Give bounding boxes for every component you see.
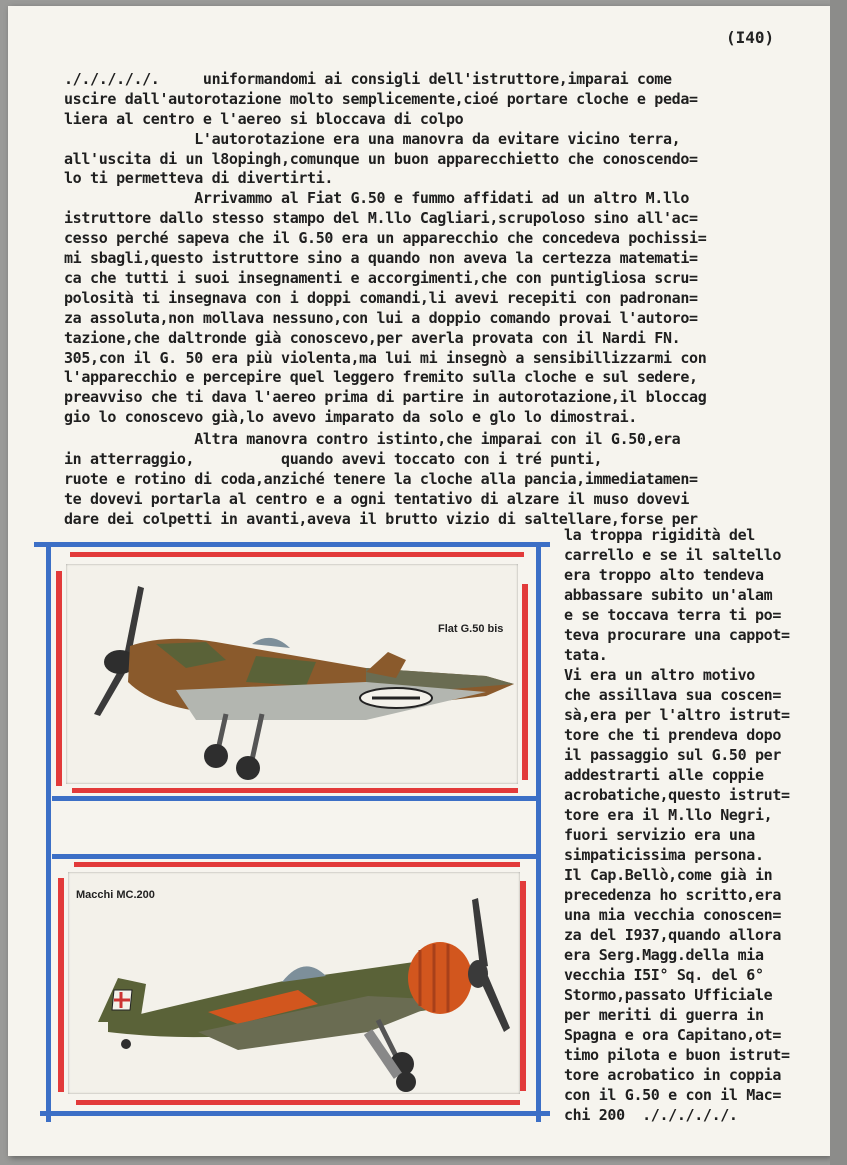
document-page bbox=[8, 6, 830, 1156]
frame-line-red bbox=[74, 862, 520, 867]
frame-line-blue bbox=[52, 796, 540, 801]
frame-line-blue bbox=[46, 542, 51, 1122]
frame-line-red bbox=[70, 552, 524, 557]
text-line: dare dei colpetti in avanti,aveva il brutto vizio di saltellare,forse per bbox=[64, 510, 698, 528]
text-line: Altra manovra contro istinto,che imparai con il G.50,era bbox=[64, 430, 681, 448]
text-line: una mia vecchia conoscen= bbox=[564, 906, 782, 924]
text-line: il passaggio sul G.50 per bbox=[564, 746, 782, 764]
frame-line-blue bbox=[34, 542, 550, 547]
text-line: polosità ti insegnava con i doppi comandi,li avevi recepiti con padronan= bbox=[64, 289, 698, 307]
text-line: liera al centro e l'aereo si bloccava di colpo bbox=[64, 110, 464, 128]
text-line: ./././././. uniformandomi ai consigli dell'istruttore,imparai come bbox=[64, 70, 672, 88]
text-line: con il G.50 e con il Mac= bbox=[564, 1086, 782, 1104]
frame-line-blue bbox=[52, 854, 540, 859]
frame-line-red bbox=[522, 584, 528, 780]
scan-edge bbox=[830, 0, 847, 1165]
text-line: era troppo alto tendeva bbox=[564, 566, 764, 584]
text-line: 305,con il G. 50 era più violenta,ma lui mi insegnò a sensibillizzarmi con bbox=[64, 349, 707, 367]
text-line: tore acrobatico in coppia bbox=[564, 1066, 782, 1084]
text-line: abbassare subito un'alam bbox=[564, 586, 773, 604]
text-line: vecchia I5I° Sq. del 6° bbox=[564, 966, 764, 984]
text-line: che assillava sua coscen= bbox=[564, 686, 782, 704]
aircraft-label: Macchi MC.200 bbox=[76, 889, 155, 901]
text-line: in atterraggio, quando avevi toccato con i tré punti, bbox=[64, 450, 603, 468]
aircraft-card-macchi bbox=[68, 872, 520, 1094]
text-line: acrobatiche,questo istrut= bbox=[564, 786, 790, 804]
text-line: precedenza ho scritto,era bbox=[564, 886, 782, 904]
aircraft-card-fiat bbox=[66, 564, 518, 784]
text-line: Stormo,passato Ufficiale bbox=[564, 986, 773, 1004]
aircraft-label: Flat G.50 bis bbox=[438, 623, 504, 635]
text-line: fuori servizio era una bbox=[564, 826, 755, 844]
text-line: sà,era per l'altro istrut= bbox=[564, 706, 790, 724]
frame-line-red bbox=[56, 571, 62, 786]
text-line: istruttore dallo stesso stampo del M.llo Cagliari,scrupoloso sino all'ac= bbox=[64, 209, 698, 227]
text-line: ca che tutti i suoi insegnamenti e accorgimenti,che con puntigliosa scru= bbox=[64, 269, 698, 287]
text-line: te dovevi portarla al centro e a ogni tentativo di alzare il muso dovevi bbox=[64, 490, 690, 508]
text-line: per meriti di guerra in bbox=[564, 1006, 764, 1024]
text-line: chi 200 ./././././. bbox=[564, 1106, 738, 1124]
text-line: tore era il M.llo Negri, bbox=[564, 806, 773, 824]
text-line: preavviso che ti dava l'aereo prima di partire in autorotazione,il bloccag bbox=[64, 388, 707, 406]
text-line: tazione,che daltronde già conoscevo,per averla provata con il Nardi FN. bbox=[64, 329, 681, 347]
frame-line-red bbox=[76, 1100, 520, 1105]
text-line: teva procurare una cappot= bbox=[564, 626, 790, 644]
text-line: Spagna e ora Capitano,ot= bbox=[564, 1026, 782, 1044]
text-line: addestrarti alle coppie bbox=[564, 766, 764, 784]
text-line: za assoluta,non mollava nessuno,con lui a doppio comando provai l'autoro= bbox=[64, 309, 698, 327]
text-line: Arrivammo al Fiat G.50 e fummo affidati ad un altro M.llo bbox=[64, 189, 690, 207]
text-line: gio lo conoscevo già,lo avevo imparato da solo e glo lo dimostrai. bbox=[64, 408, 637, 426]
text-line: carrello e se il saltello bbox=[564, 546, 782, 564]
text-line: l'apparecchio e percepire quel leggero fremito sulla cloche e sul sedere, bbox=[64, 368, 698, 386]
text-line: Il Cap.Bellò,come già in bbox=[564, 866, 773, 884]
text-line: e se toccava terra ti po= bbox=[564, 606, 782, 624]
text-line: mi sbagli,questo istruttore sino a quando non aveva la certezza matemati= bbox=[64, 249, 698, 267]
text-line: lo ti permetteva di divertirti. bbox=[64, 169, 334, 187]
text-line: era Serg.Magg.della mia bbox=[564, 946, 764, 964]
frame-line-red bbox=[58, 878, 64, 1092]
text-line: la troppa rigidità del bbox=[564, 526, 755, 544]
text-line: tata. bbox=[564, 646, 608, 664]
text-line: timo pilota e buon istrut= bbox=[564, 1046, 790, 1064]
frame-line-blue bbox=[536, 542, 541, 1122]
frame-line-blue bbox=[40, 1111, 550, 1116]
text-line: tore che ti prendeva dopo bbox=[564, 726, 782, 744]
text-line: uscire dall'autorotazione molto semplicemente,cioé portare cloche e peda= bbox=[64, 90, 698, 108]
fiat-g50-illustration bbox=[66, 564, 518, 784]
text-line: Vi era un altro motivo bbox=[564, 666, 755, 684]
text-line: simpaticissima persona. bbox=[564, 846, 764, 864]
text-line: L'autorotazione era una manovra da evitare vicino terra, bbox=[64, 130, 681, 148]
text-line: all'uscita di un l8opingh,comunque un buon apparecchietto che conoscendo= bbox=[64, 150, 698, 168]
text-line: ruote e rotino di coda,anziché tenere la cloche alla pancia,immediatamen= bbox=[64, 470, 698, 488]
macchi-mc200-illustration bbox=[68, 872, 520, 1094]
text-line: za del I937,quando allora bbox=[564, 926, 782, 944]
text-line: cesso perché sapeva che il G.50 era un apparecchio che concedeva pochissi= bbox=[64, 229, 707, 247]
page-number: (I40) bbox=[726, 28, 775, 47]
frame-line-red bbox=[520, 881, 526, 1091]
frame-line-red bbox=[72, 788, 518, 793]
